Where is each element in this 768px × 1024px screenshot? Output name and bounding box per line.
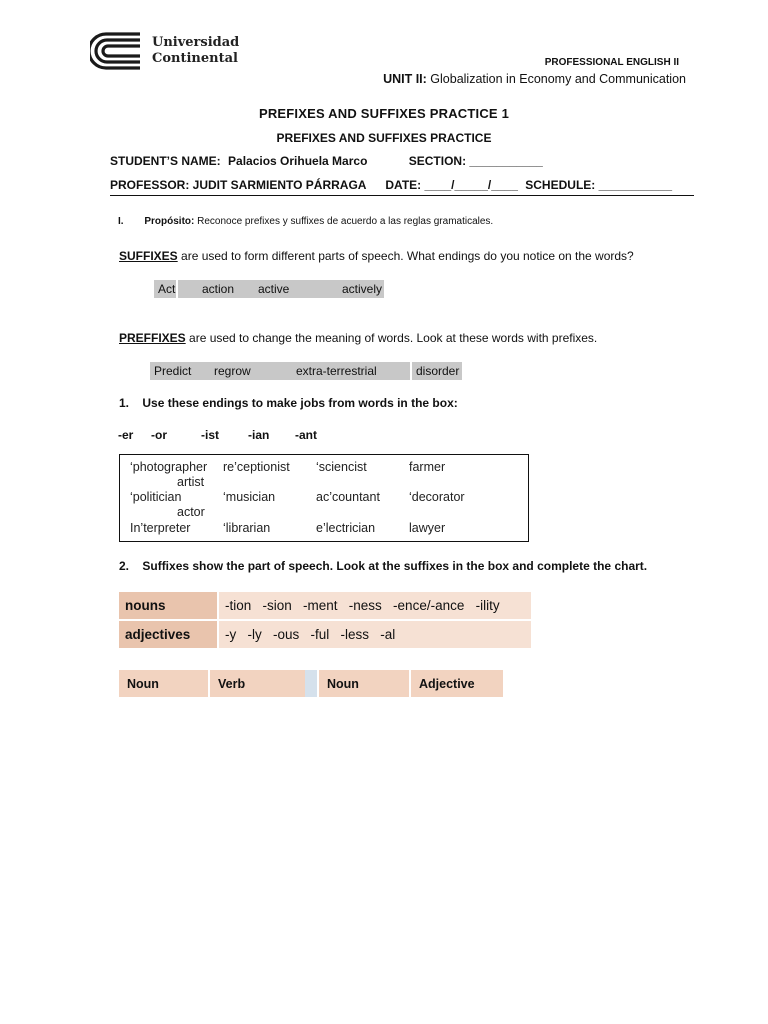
continental-logo-icon [90, 30, 146, 72]
suffix-word: active [254, 280, 338, 298]
suffixes-term: SUFFIXES [119, 249, 178, 263]
suffix-word: action [178, 280, 254, 298]
question-2 [119, 559, 647, 573]
course-name: PROFESSIONAL ENGLISH II [544, 57, 679, 68]
prefix-words-strip [150, 362, 462, 380]
job-word: ‘politician [130, 490, 182, 504]
prefix-word: extra-terrestrial [292, 362, 410, 380]
section-field: SECTION: ___________ [408, 154, 543, 168]
job-word: ‘photographer [130, 460, 208, 474]
schedule-field: SCHEDULE: ___________ [525, 178, 673, 192]
question-2-text: Suffixes show the part of speech. Look at the suffixes in the box and complete the chart. [142, 559, 648, 573]
nouns-suffixes: -tion -sion -ment -ness -ence/-ance -ility [218, 592, 531, 620]
adjectives-label: adjectives [119, 620, 218, 649]
job-word: re’ceptionist [223, 460, 290, 474]
unit-heading [383, 72, 686, 86]
question-1 [119, 396, 458, 410]
unit-title: Globalization in Economy and Communication [430, 72, 686, 86]
suffix-word: actively [338, 280, 384, 298]
prefix-word: disorder [412, 362, 462, 380]
purpose-label: Propósito: [144, 216, 195, 227]
prefixes-term: PREFFIXES [119, 331, 186, 345]
question-1-number: 1. [119, 396, 130, 410]
job-word: ‘decorator [409, 490, 465, 504]
professor-info-row [110, 178, 694, 196]
adjectives-suffixes: -y -ly -ous -ful -less -al [218, 620, 531, 649]
job-word: lawyer [409, 521, 446, 535]
question-2-number: 2. [119, 559, 130, 573]
job-word: In’terpreter [130, 521, 191, 535]
ending: -ist [201, 428, 219, 442]
ending: -er [118, 428, 134, 442]
ending: -or [151, 428, 167, 442]
unit-label: UNIT II: [383, 72, 427, 86]
prefix-word: Predict [150, 362, 210, 380]
purpose-text: Reconoce prefixes y suffixes de acuerdo a las reglas gramaticales. [197, 216, 494, 227]
job-word: ‘librarian [223, 521, 271, 535]
job-word: artist [177, 475, 205, 489]
suffix-word: Act [154, 280, 176, 298]
suffixes-intro [119, 249, 634, 263]
chart-header-cell: Noun [319, 670, 411, 697]
job-word: farmer [409, 460, 446, 474]
purpose-line [118, 216, 493, 227]
job-word: ‘musician [223, 490, 276, 504]
suffixes-intro-text: are used to form different parts of speech. What endings do you notice on the words? [177, 249, 634, 263]
table-row [119, 592, 531, 620]
student-info-row [110, 154, 543, 168]
question-1-text: Use these endings to make jobs from words in the box: [142, 396, 458, 410]
chart-header-cell: Adjective [411, 670, 503, 697]
student-name-value: Palacios Orihuela Marco [228, 154, 368, 168]
university-logo [90, 30, 240, 72]
job-word: e’lectrician [316, 521, 376, 535]
job-word: ac’countant [316, 490, 380, 504]
chart-divider [305, 670, 317, 697]
suffix-reference-table [119, 592, 531, 650]
prefixes-intro-text: are used to change the meaning of words. Look at these words with prefixes. [185, 331, 598, 345]
table-row [119, 620, 531, 649]
university-name-line1: Universidad [152, 35, 240, 50]
ending: -ant [295, 428, 317, 442]
university-name-line2: Continental [152, 51, 238, 66]
student-name-label: STUDENT’S NAME: [110, 154, 221, 168]
endings-list [118, 428, 317, 442]
date-field: DATE: ____/_____/____ [385, 178, 518, 192]
prefix-word: regrow [210, 362, 292, 380]
completion-chart-header [119, 670, 503, 697]
purpose-numeral: I. [118, 216, 124, 227]
job-word: actor [177, 505, 205, 519]
chart-header-cell: Noun [119, 670, 210, 697]
chart-header-cell: Verb [210, 670, 305, 697]
suffix-words-strip [154, 280, 384, 298]
ending: -ian [248, 428, 270, 442]
page-subtitle: PREFIXES AND SUFFIXES PRACTICE [276, 131, 492, 145]
professor-label: PROFESSOR: JUDIT SARMIENTO PÁRRAGA [110, 178, 367, 192]
nouns-label: nouns [119, 592, 218, 620]
job-word: ‘sciencist [316, 460, 367, 474]
jobs-word-box [119, 454, 529, 542]
prefixes-intro [119, 331, 597, 345]
page-title: PREFIXES AND SUFFIXES PRACTICE 1 [258, 106, 510, 121]
